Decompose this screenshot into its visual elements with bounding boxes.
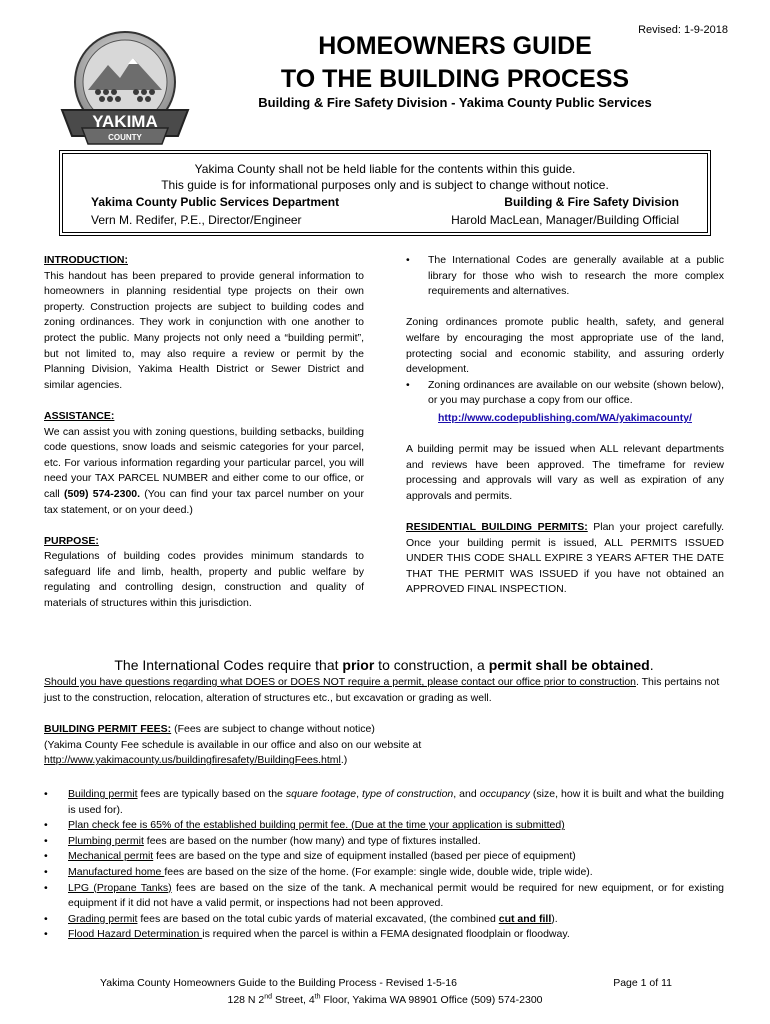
introduction-text: This handout has been prepared to provide general information to homeowners in planning residential type projects on their own property. Construction projects are subject to building codes and zoning ordinances. They work in conjunction with one another to protect the public. Many projects not only need a “building permit”, but not limited to, may also require a review or permit by the Planning Division, Yakima Health District or Sewer District and similar agencies. <box>44 269 364 391</box>
codes-bullet-text: The International Codes are generally available at a public library for those who wish to research the more complex requirements and alternatives. <box>428 254 724 298</box>
officials-row <box>63 211 707 229</box>
fee-text: (size, how it is built and what the building is used for). <box>68 788 724 816</box>
department-left: Yakima County Public Services Department <box>91 195 340 209</box>
official-right: Harold MacLean, Manager/Building Official <box>451 213 679 227</box>
left-column <box>44 253 364 612</box>
fee-label: Grading permit <box>68 912 138 925</box>
fees-url-end: .) <box>340 754 348 767</box>
disclaimer-line-2: This guide is for informational purposes only and is subject to change without notice. <box>161 178 609 192</box>
statement-part-1: The International Codes require that <box>114 657 343 673</box>
list-item <box>44 818 724 834</box>
footer-address <box>40 992 730 1009</box>
list-item <box>406 378 724 409</box>
fees-heading-row <box>44 722 724 738</box>
fee-italic: occupancy <box>479 788 530 800</box>
official-left: Vern M. Redifer, P.E., Director/Engineer <box>91 213 302 227</box>
list-item <box>44 849 724 865</box>
disclaimer-box <box>62 153 708 233</box>
bullet-icon: • <box>406 254 410 266</box>
fee-text: fees are based on the size of the tank. A mechanical permit would be required for new equipment, or for existing equipment if it did not have a valid permit, or inspections had not been approved. <box>68 881 724 910</box>
fee-text: fees are based on the total cubic yards of material excavated, (the combined <box>137 912 499 925</box>
logo-text-top: YAKIMA <box>92 112 158 131</box>
assistance-phone: (509) 574-2300. <box>64 487 141 500</box>
zoning-bullet-text: Zoning ordinances are available on our website (shown below), or you may purchase a copy from our office. <box>428 378 724 407</box>
assistance-text-a: We can assist you with zoning questions, building setbacks, building code questions, snow loads and seismic categories for your parcel, etc. For various information regarding your particular parcel, you will need your TAX PARCEL NUMBER and either come to our office, or call <box>44 425 364 500</box>
statement-part-2: to construction, a <box>374 657 489 673</box>
address-sup: th <box>314 993 321 1001</box>
fees-url[interactable]: http://www.yakimacounty.us/buildingfiresafety/BuildingFees.html <box>44 754 341 767</box>
address-part: 128 N 2 <box>227 994 265 1006</box>
questions-paragraph <box>44 675 724 706</box>
bullet-icon: • <box>406 378 410 391</box>
fee-italic: type of construction <box>362 788 454 800</box>
bullet-icon: • <box>44 788 48 800</box>
list-item <box>406 253 724 300</box>
fee-text: fee is 65% of the established building permit fee. <box>119 819 349 832</box>
assistance-heading: ASSISTANCE: <box>44 409 115 422</box>
fees-schedule: (Yakima County Fee schedule is available in our office and also on our website at <box>44 738 422 751</box>
address-part: Floor, Yakima WA 98901 Office (509) 574-2300 <box>320 994 543 1006</box>
bullet-icon: • <box>44 834 48 847</box>
residential-heading: RESIDENTIAL BUILDING PERMITS: <box>406 521 588 534</box>
page-subtitle: Building & Fire Safety Division - Yakima County Public Services <box>258 95 652 110</box>
fees-section <box>44 722 724 769</box>
permit-text: A building permit may be issued when ALL relevant departments and reviews have been approved. The timeframe for review processing and approvals will vary as well as expiration of any approvals and permits. <box>406 443 724 502</box>
fee-italic: square footage <box>285 788 357 800</box>
fee-text: , and <box>453 788 480 800</box>
list-item <box>44 787 724 818</box>
residential-permits <box>406 520 724 598</box>
bullet-icon: • <box>44 928 48 941</box>
fee-label: Plan check <box>68 819 120 832</box>
fee-text: fees are based on the type and size of equipment installed (based per piece of equipment) <box>153 850 576 863</box>
logo-graphic <box>58 30 192 146</box>
list-item <box>44 881 724 912</box>
residential-text: Plan your project carefully. Once your building permit is issued, ALL PERMITS ISSUED UNDER THIS CODE SHALL EXPIRE 3 YEARS AFTER THE DATE THAT THE PERMIT WAS ISSUED if you have not obtained an APPROVED FINAL INSPECTION. <box>406 521 724 596</box>
department-row <box>63 193 707 211</box>
page-title <box>210 30 700 96</box>
fee-text: is required when the parcel is within a FEMA designated floodplain or floodway. <box>202 928 570 941</box>
footer-title: Yakima County Homeowners Guide to the Building Process - Revised 1-5-16 <box>100 977 457 989</box>
fee-label: Manufactured home <box>68 865 165 878</box>
bullet-icon: • <box>44 865 48 878</box>
zoning-text: Zoning ordinances promote public health, safety, and general welfare by encouraging the most appropriate use of the land, protecting social and economic stability, and assuring orderly development. <box>406 316 724 376</box>
fee-list <box>44 787 724 943</box>
fee-label: Mechanical permit <box>68 850 154 863</box>
fee-label: Plumbing permit <box>68 834 144 847</box>
disclaimer-line-1: Yakima County shall not be held liable for the contents within this guide. <box>194 162 576 176</box>
fee-bold: cut and fill <box>498 912 552 925</box>
department-right: Building & Fire Safety Division <box>504 195 679 209</box>
assistance-text-b: (You can find your tax parcel number on your tax statement, or on your deed.) <box>44 487 364 516</box>
questions-underlined: Should you have questions regarding what DOES or DOES NOT require a permit, please contact our office prior to construction <box>44 676 636 688</box>
purpose-text: Regulations of building codes provides minimum standards to safeguard life and limb, health, property and public welfare by regulating and controlling design, construction and quality of materials of structures within this jurisdiction. <box>44 550 364 610</box>
fee-label: LPG (Propane Tanks) <box>68 881 172 894</box>
introduction-heading: INTRODUCTION: <box>44 254 128 266</box>
questions-rest: . This pertains not just to the construction, relocation, alteration of structures etc., but excavation or grading as well. <box>44 676 720 704</box>
statement-part-3: . <box>649 657 654 673</box>
yakima-county-logo <box>58 30 192 146</box>
zoning-link[interactable]: http://www.codepublishing.com/WA/yakimacounty/ <box>438 411 692 424</box>
page-number: Page 1 of 11 <box>613 977 672 989</box>
right-column <box>406 253 724 598</box>
bullet-icon: • <box>44 912 48 925</box>
assistance-text <box>44 425 364 519</box>
fee-text: ). <box>551 912 558 925</box>
fee-text: fees are based on the size of the home. (For example: single wide, double wide, triple wide). <box>164 865 593 878</box>
fees-url-row <box>44 753 724 769</box>
page-footer <box>40 975 730 1009</box>
title-line-2: TO THE BUILDING PROCESS <box>280 65 630 93</box>
statement-bold-1: prior <box>342 657 375 673</box>
fee-label: Building permit <box>68 788 138 800</box>
fee-text: fees are based on the number (how many) and type of fixtures installed. <box>143 834 481 847</box>
fee-text: , <box>356 788 362 800</box>
footer-row <box>40 975 730 992</box>
fee-label: Flood Hazard Determination <box>68 928 203 941</box>
revised-date: Revised: 1-9-2018 <box>638 24 728 36</box>
title-line-1: HOMEOWNERS GUIDE <box>318 32 592 60</box>
list-item <box>44 927 724 943</box>
address-sup: nd <box>264 993 273 1001</box>
permit-statement <box>44 657 724 673</box>
logo-text-bottom: COUNTY <box>108 133 142 142</box>
list-item <box>44 865 724 881</box>
list-item <box>44 834 724 850</box>
address-part: Street, 4 <box>272 994 315 1006</box>
fees-heading: BUILDING PERMIT FEES: <box>44 723 172 735</box>
purpose-heading: PURPOSE: <box>44 534 99 547</box>
bullet-icon: • <box>44 881 48 894</box>
list-item <box>44 912 724 928</box>
statement-bold-2: permit shall be obtained <box>488 657 650 673</box>
fee-note: (Due at the time your application is submitted) <box>348 819 565 832</box>
bullet-icon: • <box>44 850 48 863</box>
fee-text: fees are typically based on the <box>137 788 286 800</box>
fees-heading-note: (Fees are subject to change without notice) <box>171 723 375 735</box>
bullet-icon: • <box>44 819 48 832</box>
